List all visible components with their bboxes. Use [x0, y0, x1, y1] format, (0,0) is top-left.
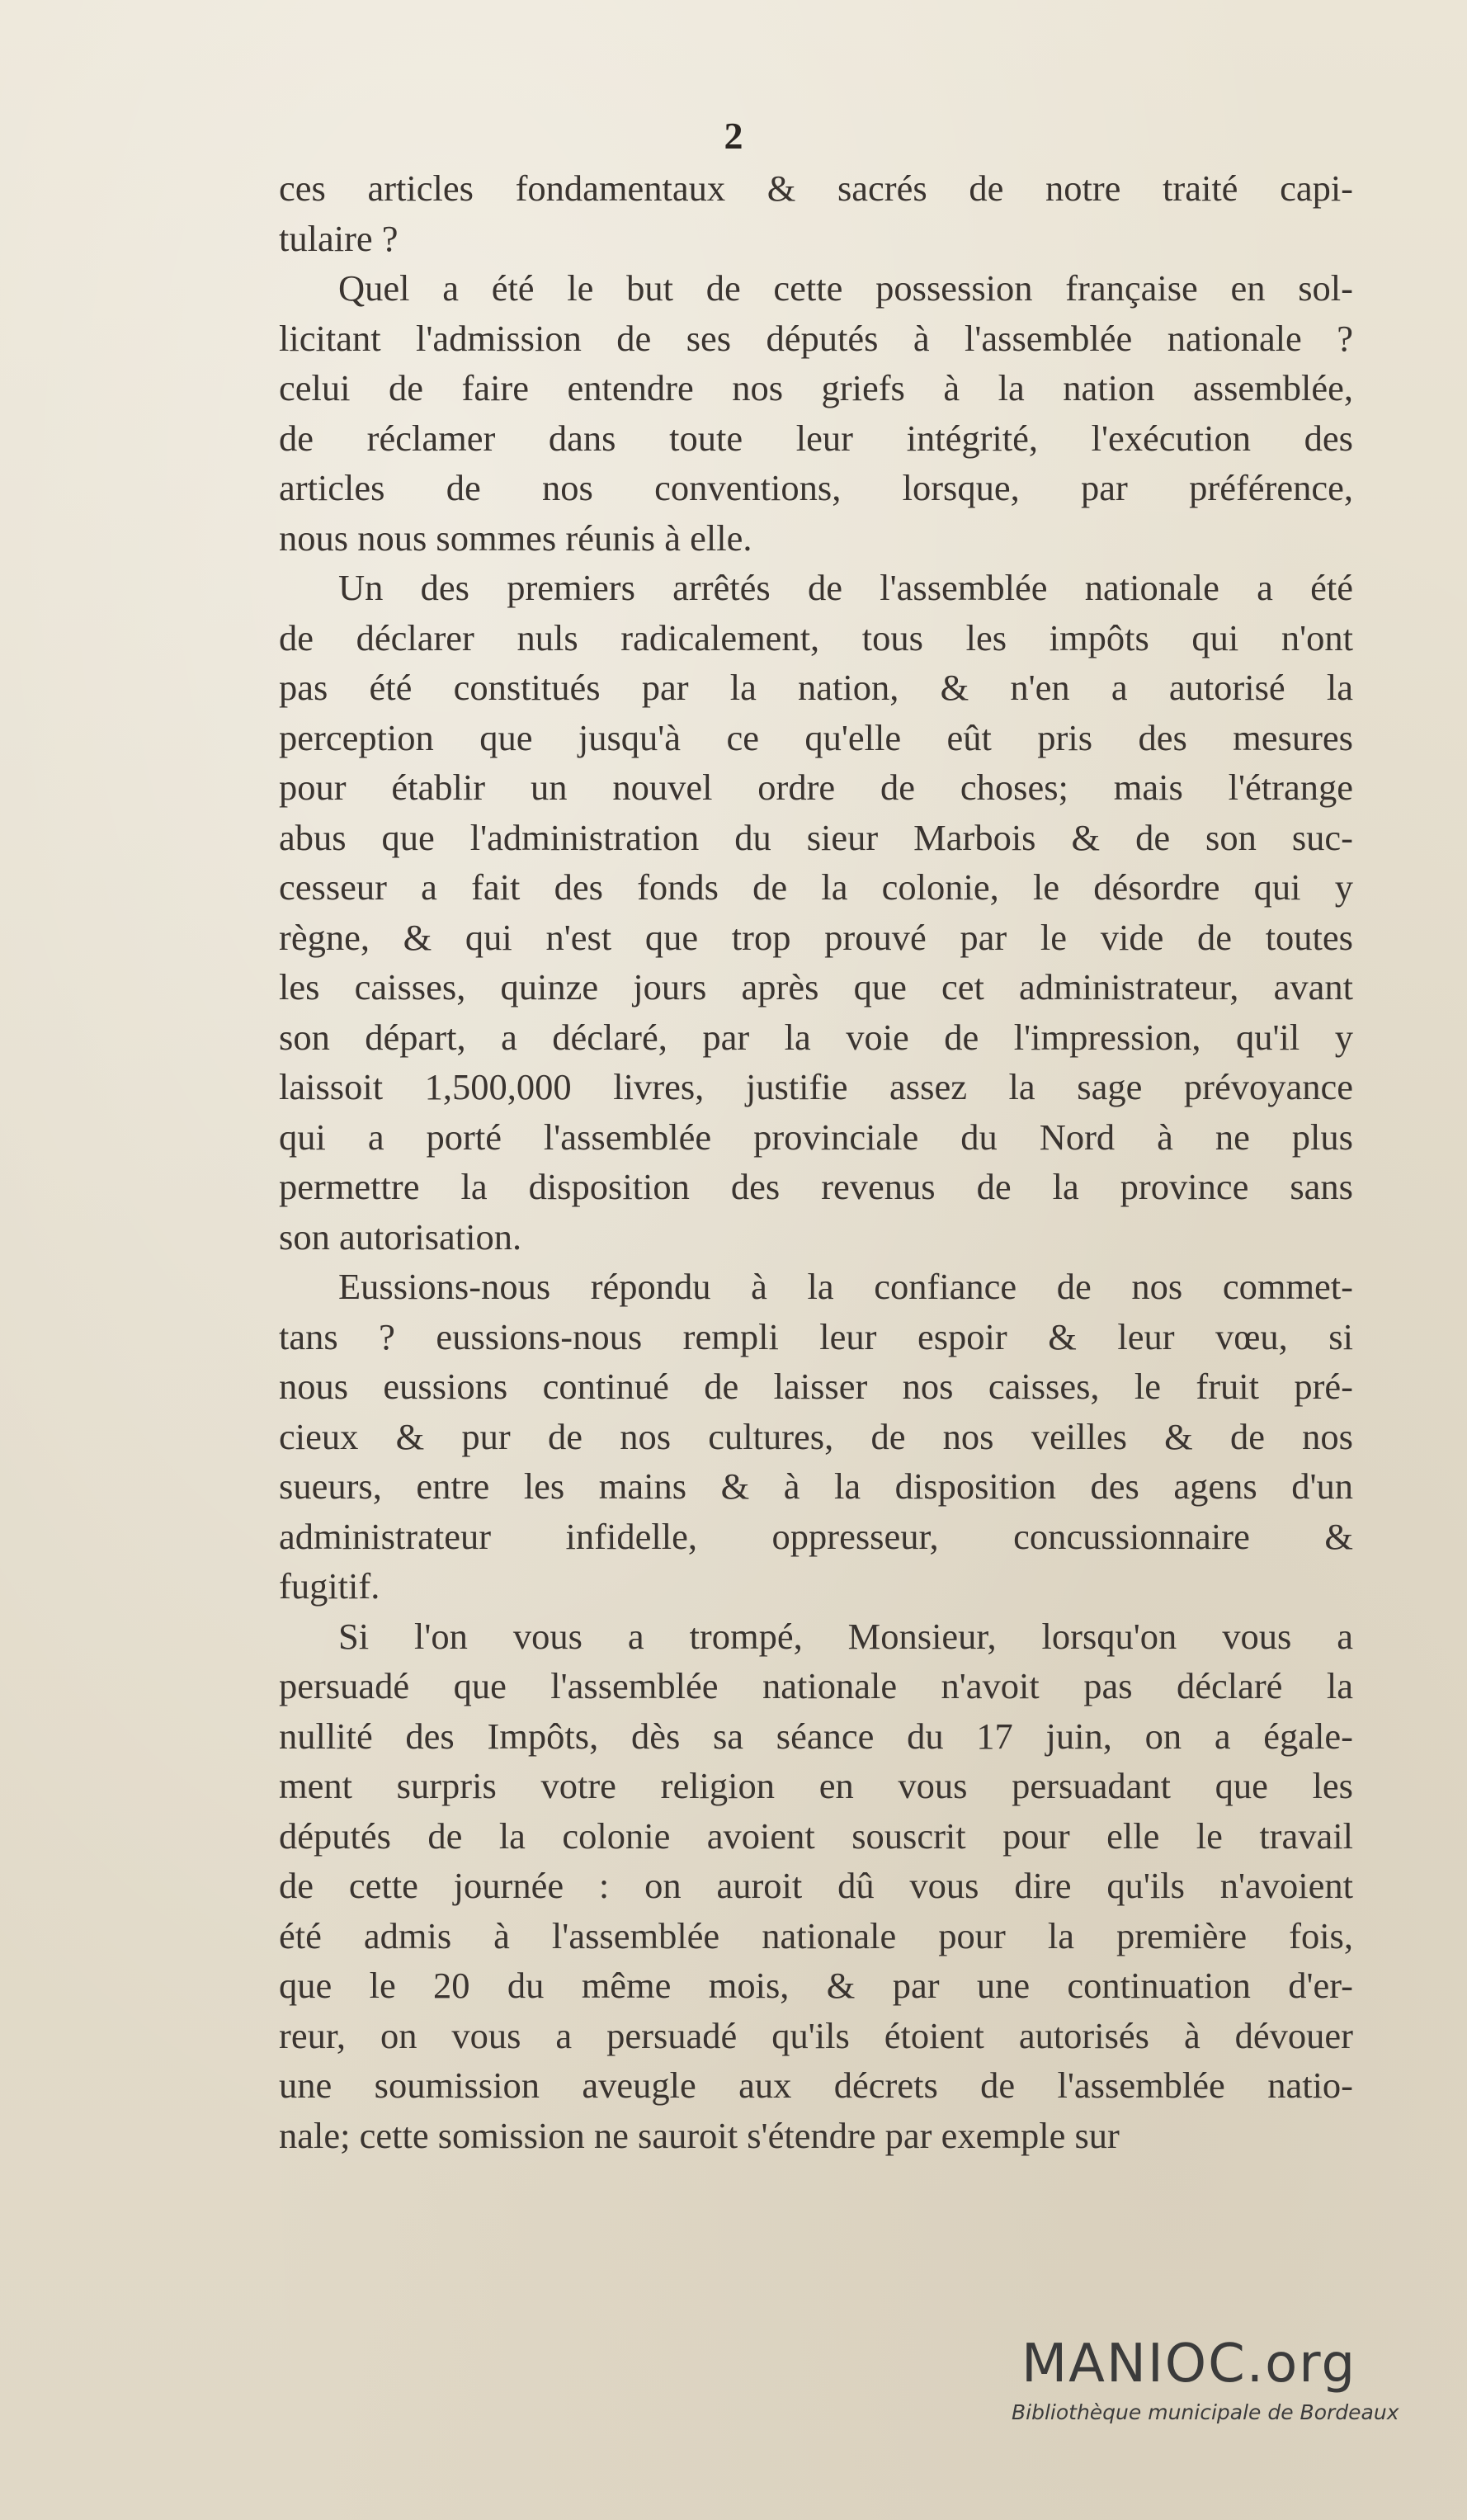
- text-line: de réclamer dans toute leur intégrité, l'exécution des: [279, 417, 1353, 459]
- text-line: son autorisation.: [279, 1215, 522, 1258]
- logo-subtitle: Bibliothèque municipale de Bordeaux: [1012, 2400, 1399, 2424]
- text-line: nous eussions continué de laisser nos caisses, le fruit pré-: [279, 1366, 1353, 1407]
- text-line: nullité des Impôts, dès sa séance du 17 juin, on a égale-: [279, 1715, 1353, 1757]
- text-line: fugitif.: [279, 1565, 380, 1607]
- paragraph: [279, 563, 1353, 1262]
- text-line: pour établir un nouvel ordre de choses; mais l'étrange: [279, 767, 1353, 808]
- text-line: nous nous sommes réunis à elle.: [279, 517, 752, 559]
- text-line: licitant l'admission de ses députés à l'assemblée nationale ?: [279, 317, 1353, 359]
- text-line: persuadé que l'assemblée nationale n'avoit pas déclaré la: [279, 1665, 1353, 1706]
- text-line: pas été constitués par la nation, & n'en a autorisé la: [279, 667, 1353, 708]
- text-line: permettre la disposition des revenus de la province sans: [279, 1166, 1353, 1207]
- text-line: nale; cette somission ne sauroit s'étendre par exemple sur: [279, 2114, 1120, 2156]
- text-line: sueurs, entre les mains & à la disposition des agens d'un: [279, 1465, 1353, 1507]
- text-line: tulaire ?: [279, 217, 399, 259]
- text-line: députés de la colonie avoient souscrit pour elle le travail: [279, 1814, 1353, 1857]
- text-line: règne, & qui n'est que trop prouvé par le vide de toutes: [279, 916, 1353, 958]
- text-line: Un des premiers arrêtés de l'assemblée nationale a été: [338, 567, 1353, 608]
- text-line: administrateur infidelle, oppresseur, concussionnaire &: [279, 1515, 1353, 1557]
- page-number: 2: [724, 115, 743, 157]
- text-line: Eussions-nous répondu à la confiance de nos commet-: [338, 1266, 1353, 1307]
- manioc-logo[interactable]: [1012, 2334, 1399, 2426]
- text-line: de déclarer nuls radicalement, tous les impôts qui n'ont: [279, 616, 1353, 658]
- text-line: été admis à l'assemblée nationale pour la première fois,: [279, 1914, 1353, 1956]
- text-line: reur, on vous a persuadé qu'ils étoient autorisés à dévouer: [279, 2014, 1353, 2056]
- text-line: Si l'on vous a trompé, Monsieur, lorsqu'on vous a: [338, 1615, 1353, 1657]
- text-line: articles de nos conventions, lorsque, par préférence,: [279, 467, 1353, 508]
- text-line: ces articles fondamentaux & sacrés de notre traité capi-: [279, 168, 1353, 209]
- text-line: de cette journée : on auroit dû vous dire qu'ils n'avoient: [279, 1865, 1353, 1906]
- text-line: ment surpris votre religion en vous persuadant que les: [279, 1765, 1353, 1806]
- paragraph: [279, 1612, 1353, 2161]
- text-line: une soumission aveugle aux décrets de l'assemblée natio-: [279, 2065, 1353, 2106]
- text-line: qui a porté l'assemblée provinciale du Nord à ne plus: [279, 1116, 1353, 1158]
- text-line: cieux & pur de nos cultures, de nos veilles & de nos: [279, 1415, 1353, 1457]
- text-line: que le 20 du même mois, & par une continuation d'er-: [279, 1965, 1353, 2006]
- text-line: tans ? eussions-nous rempli leur espoir & leur vœu, si: [279, 1315, 1353, 1357]
- text-line: perception que jusqu'à ce qu'elle eût pris des mesures: [279, 716, 1353, 758]
- paragraph: [279, 163, 1353, 263]
- body-text: [279, 163, 1353, 2160]
- text-line: cesseur a fait des fonds de la colonie, le désordre qui y: [279, 866, 1353, 908]
- paragraph: [279, 1262, 1353, 1612]
- text-line: Quel a été le but de cette possession française en sol-: [338, 267, 1353, 309]
- text-line: les caisses, quinze jours après que cet administrateur, avant: [279, 966, 1353, 1008]
- text-line: abus que l'administration du sieur Marbois & de son suc-: [279, 816, 1353, 858]
- logo-title: MANIOC.org: [1021, 2334, 1357, 2395]
- text-line: laissoit 1,500,000 livres, justifie assez la sage prévoyance: [279, 1066, 1353, 1107]
- paragraph: [279, 263, 1353, 563]
- text-line: celui de faire entendre nos griefs à la nation assemblée,: [279, 367, 1353, 408]
- text-line: son départ, a déclaré, par la voie de l'impression, qu'il y: [279, 1016, 1353, 1058]
